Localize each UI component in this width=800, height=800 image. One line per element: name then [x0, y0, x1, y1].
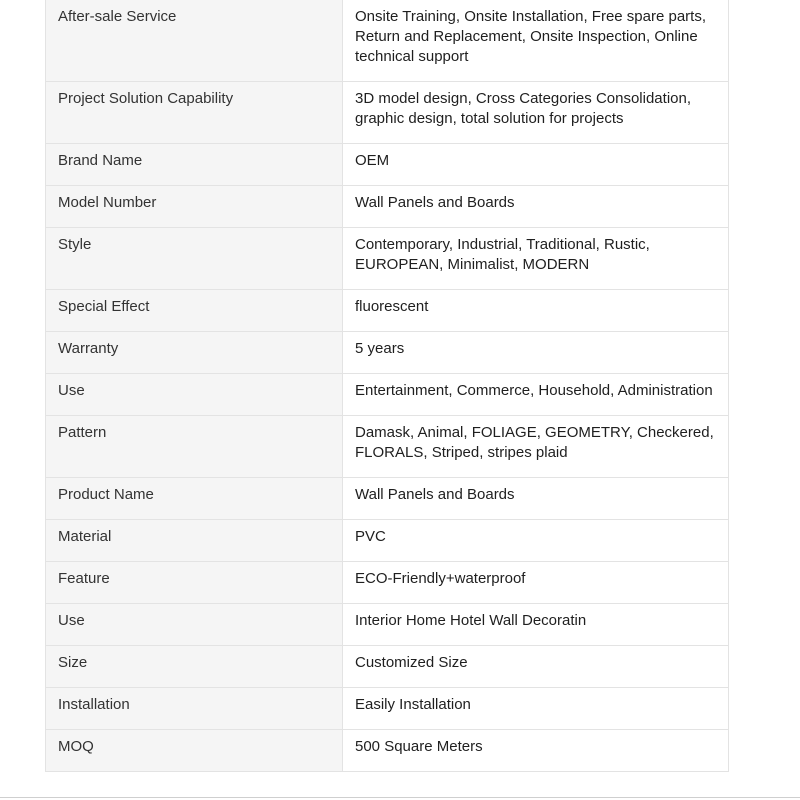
spec-value: fluorescent: [343, 290, 729, 332]
spec-value: 500 Square Meters: [343, 730, 729, 772]
spec-row-use-2: [46, 604, 729, 646]
spec-label: Use: [46, 374, 343, 416]
product-spec-table: [45, 0, 729, 772]
spec-value: Wall Panels and Boards: [343, 186, 729, 228]
spec-label: MOQ: [46, 730, 343, 772]
spec-row-brand-name: [46, 144, 729, 186]
spec-row-special-effect: [46, 290, 729, 332]
spec-row-after-sale-service: [46, 0, 729, 82]
spec-row-style: [46, 228, 729, 290]
spec-row-pattern: [46, 416, 729, 478]
spec-row-material: [46, 520, 729, 562]
spec-row-feature: [46, 562, 729, 604]
spec-value: Easily Installation: [343, 688, 729, 730]
spec-label: Pattern: [46, 416, 343, 478]
spec-value: Entertainment, Commerce, Household, Administration: [343, 374, 729, 416]
spec-value: Interior Home Hotel Wall Decoratin: [343, 604, 729, 646]
spec-label: Product Name: [46, 478, 343, 520]
spec-row-use: [46, 374, 729, 416]
spec-label: Use: [46, 604, 343, 646]
spec-value: OEM: [343, 144, 729, 186]
spec-value: 3D model design, Cross Categories Consolidation, graphic design, total solution for projects: [343, 82, 729, 144]
spec-label: Special Effect: [46, 290, 343, 332]
spec-row-warranty: [46, 332, 729, 374]
spec-label: Model Number: [46, 186, 343, 228]
spec-value: 5 years: [343, 332, 729, 374]
spec-label: Material: [46, 520, 343, 562]
spec-value: Damask, Animal, FOLIAGE, GEOMETRY, Checkered, FLORALS, Striped, stripes plaid: [343, 416, 729, 478]
spec-row-model-number: [46, 186, 729, 228]
bottom-divider: [0, 797, 800, 798]
spec-label: After-sale Service: [46, 0, 343, 82]
spec-label: Warranty: [46, 332, 343, 374]
spec-row-installation: [46, 688, 729, 730]
spec-row-product-name: [46, 478, 729, 520]
spec-label: Size: [46, 646, 343, 688]
spec-row-moq: [46, 730, 729, 772]
spec-value: PVC: [343, 520, 729, 562]
spec-row-project-solution-capability: [46, 82, 729, 144]
spec-label: Feature: [46, 562, 343, 604]
spec-label: Installation: [46, 688, 343, 730]
spec-value: Contemporary, Industrial, Traditional, Rustic, EUROPEAN, Minimalist, MODERN: [343, 228, 729, 290]
spec-value: Wall Panels and Boards: [343, 478, 729, 520]
spec-label: Brand Name: [46, 144, 343, 186]
spec-label: Style: [46, 228, 343, 290]
spec-value: ECO-Friendly+waterproof: [343, 562, 729, 604]
spec-label: Project Solution Capability: [46, 82, 343, 144]
spec-value: Onsite Training, Onsite Installation, Free spare parts, Return and Replacement, Onsite Inspection, Online technical support: [343, 0, 729, 82]
spec-row-size: [46, 646, 729, 688]
spec-value: Customized Size: [343, 646, 729, 688]
